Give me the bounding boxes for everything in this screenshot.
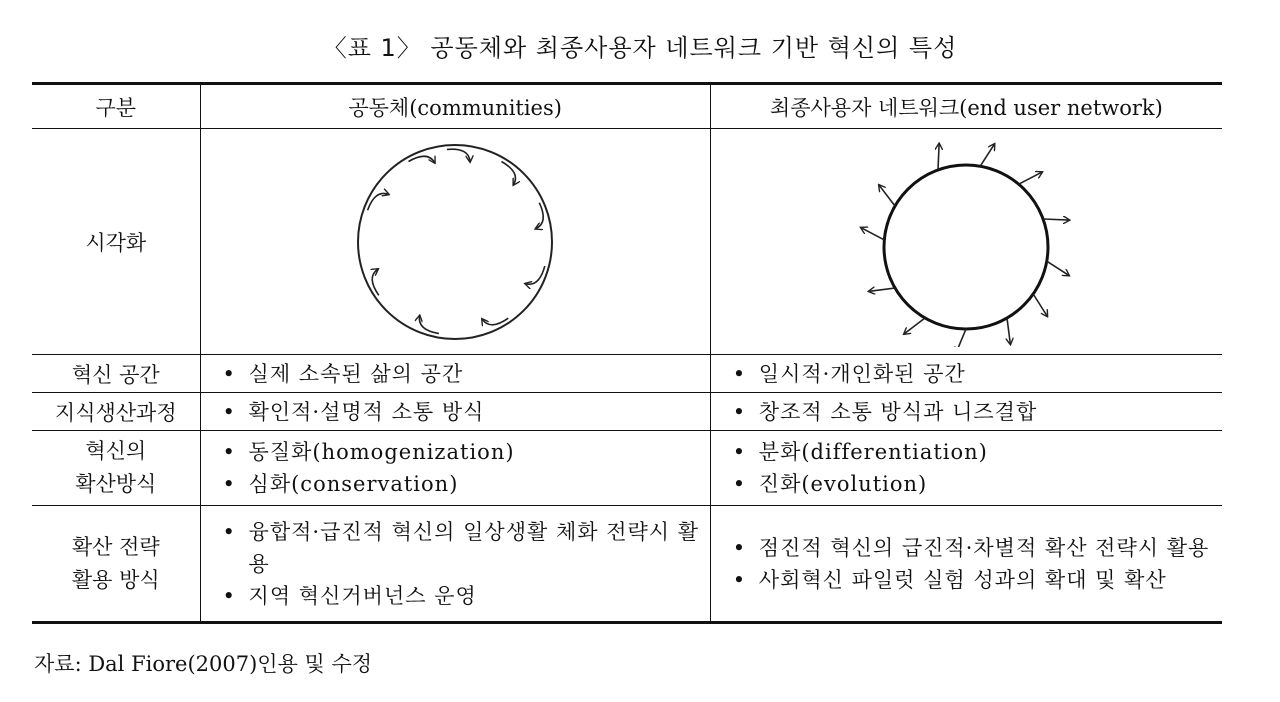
cell: • 확인적·설명적 소통 방식 bbox=[200, 393, 710, 431]
cell: • 점진적 혁신의 급진적·차별적 확산 전략시 활용 • 사회혁신 파일럿 실험 성과의 확대 및 확산 bbox=[710, 506, 1222, 623]
inward-arrow-icon bbox=[526, 266, 545, 284]
characteristics-table bbox=[32, 82, 1222, 624]
outward-arrow-icon bbox=[880, 185, 896, 206]
network-circle bbox=[884, 165, 1048, 329]
network-circle-diagram bbox=[846, 137, 1086, 347]
table-title: 〈표 1〉 공동체와 최종사용자 네트워크 기반 혁신의 특성 bbox=[322, 34, 958, 62]
table-row bbox=[32, 355, 1222, 393]
row-label-visualization: 시각화 bbox=[32, 129, 200, 355]
cell: • 분화(differentiation) • 진화(evolution) bbox=[710, 431, 1222, 506]
table-row bbox=[32, 129, 1222, 355]
header-end-user-network: 최종사용자 네트워크(end user network) bbox=[710, 84, 1222, 129]
header-category: 구분 bbox=[32, 84, 200, 129]
inward-arrow-icon bbox=[536, 202, 543, 228]
outward-arrow-icon bbox=[956, 329, 966, 347]
outward-arrow-icon bbox=[1043, 219, 1069, 220]
table-row bbox=[32, 506, 1222, 623]
outward-arrow-icon bbox=[870, 288, 896, 291]
inward-arrow-icon bbox=[409, 156, 435, 162]
row-label-strategy-use: 확산 전략 활용 방식 bbox=[32, 506, 200, 623]
communities-diagram-cell bbox=[200, 129, 710, 355]
inward-arrow-icon bbox=[447, 149, 470, 161]
row-label-knowledge-production: 지식생산과정 bbox=[32, 393, 200, 431]
inward-arrow-icon bbox=[372, 269, 379, 295]
cell: • 동질화(homogenization) • 심화(conservation) bbox=[200, 431, 710, 506]
cell: • 실제 소속된 삶의 공간 bbox=[200, 355, 710, 393]
outward-arrow-icon bbox=[981, 144, 995, 166]
outward-arrow-icon bbox=[1034, 294, 1048, 316]
outward-arrow-icon bbox=[862, 227, 885, 239]
inward-arrow-icon bbox=[420, 316, 440, 334]
cell: • 융합적·급진적 혁신의 일상생활 체화 전략시 활용 • 지역 혁신거버넌스 운영 bbox=[200, 506, 710, 623]
header-row bbox=[32, 84, 1222, 129]
cell: • 창조적 소통 방식과 니즈결합 bbox=[710, 393, 1222, 431]
inward-arrow-icon bbox=[482, 318, 508, 325]
header-communities: 공동체(communities) bbox=[200, 84, 710, 129]
outward-arrow-icon bbox=[1007, 318, 1010, 344]
row-label-diffusion-method: 혁신의 확산방식 bbox=[32, 431, 200, 506]
cell: • 일시적·개인화된 공간 bbox=[710, 355, 1222, 393]
outward-arrow-icon bbox=[1047, 261, 1069, 275]
table-row bbox=[32, 431, 1222, 506]
source-note: 자료: Dal Fiore(2007)인용 및 수정 bbox=[34, 652, 373, 676]
outward-arrow-icon bbox=[1019, 172, 1042, 184]
network-diagram-cell bbox=[710, 129, 1222, 355]
outward-arrow-icon bbox=[938, 144, 939, 170]
community-circle bbox=[358, 145, 552, 339]
table-row bbox=[32, 393, 1222, 431]
outward-arrow-icon bbox=[905, 318, 926, 334]
communities-circle-diagram bbox=[335, 137, 575, 347]
row-label-innovation-space: 혁신 공간 bbox=[32, 355, 200, 393]
